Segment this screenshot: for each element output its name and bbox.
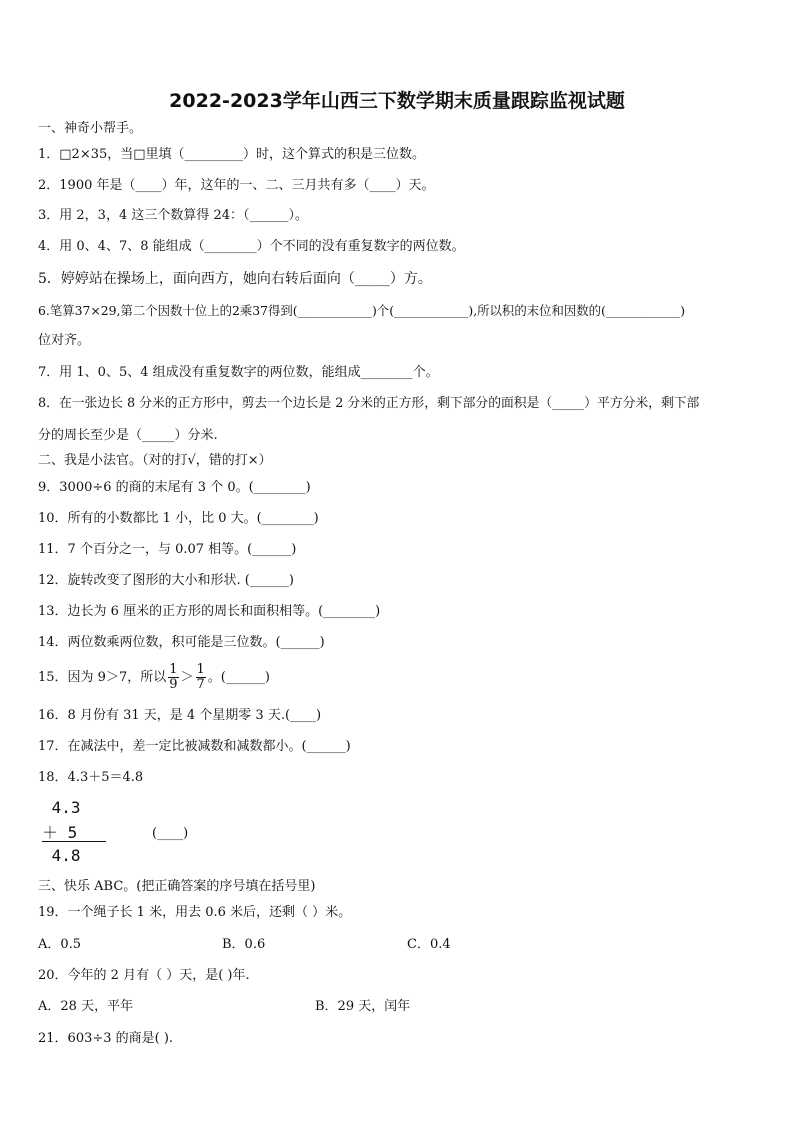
question-10: 10．所有的小数都比 1 小，比 0 大。(________) bbox=[38, 511, 319, 526]
question-5: 5．婷婷站在操场上，面向西方，她向右转后面向（_____）方。 bbox=[38, 271, 432, 287]
question-6-line-2: 位对齐。 bbox=[38, 333, 91, 348]
question-20-option-b: B．29 天，闰年 bbox=[315, 999, 411, 1014]
question-9: 9．3000÷6 的商的末尾有 3 个 0。(________) bbox=[38, 480, 311, 495]
page-title: 2022-2023学年山西三下数学期末质量跟踪监视试题 bbox=[169, 90, 625, 112]
section-heading-2: 二、我是小法官。（对的打√，错的打×） bbox=[38, 453, 272, 468]
vertical-row-3: 4.8 bbox=[42, 846, 81, 865]
question-3: 3．用 2，3，4 这三个数算得 24：（______）。 bbox=[38, 208, 309, 223]
question-2: 2．1900 年是（____）年，这年的一、二、三月共有多（____）天。 bbox=[38, 178, 435, 193]
question-19-option-a: A．0.5 bbox=[38, 937, 82, 952]
question-11: 11．7 个百分之一，与 0.07 相等。(______) bbox=[38, 542, 297, 557]
question-15-prefix: 15．因为 9＞7，所以 bbox=[38, 670, 167, 685]
question-19-option-b: B．0.6 bbox=[222, 937, 266, 952]
fraction-one-seventh: $\frac{1}{7}$ bbox=[196, 662, 205, 692]
question-12: 12．旋转改变了图形的大小和形状. (______) bbox=[38, 573, 294, 588]
vertical-underline bbox=[42, 841, 106, 842]
question-14: 14．两位数乘两位数，积可能是三位数。(______) bbox=[38, 635, 325, 650]
question-4: 4．用 0、4、7、8 能组成（________）个不同的没有重复数字的两位数。 bbox=[38, 239, 465, 254]
vertical-calculation bbox=[42, 798, 132, 868]
question-21: 21．603÷3 的商是( ). bbox=[38, 1031, 174, 1046]
question-20-option-a: A．28 天，平年 bbox=[38, 999, 134, 1014]
question-8-line-2: 分的周长至少是（_____）分米. bbox=[38, 428, 218, 443]
question-13: 13．边长为 6 厘米的正方形的周长和面积相等。(________) bbox=[38, 604, 381, 619]
vertical-row-1: 4.3 bbox=[42, 798, 81, 817]
question-15 bbox=[38, 660, 270, 696]
question-15-suffix: 。(______) bbox=[207, 670, 270, 685]
question-1: 1．□2×35，当□里填（_________）时，这个算式的积是三位数。 bbox=[38, 147, 426, 162]
question-16: 16．8 月份有 31 天，是 4 个星期零 3 天.(____) bbox=[38, 708, 322, 723]
section-heading-1: 一、神奇小帮手。 bbox=[38, 121, 143, 136]
question-20: 20．今年的 2 月有（ ）天，是( )年. bbox=[38, 968, 250, 983]
question-6-line-1: 6.笔算37×29,第二个因数十位上的2乘37得到(____________)个(____________),所以积的末位和因数的(____________) bbox=[38, 303, 686, 318]
question-19: 19．一个绳子长 1 米，用去 0.6 米后，还剩（ ）米。 bbox=[38, 905, 352, 920]
vertical-row-2: ＋ 5 bbox=[42, 823, 78, 842]
question-19-option-c: C．0.4 bbox=[407, 937, 451, 952]
question-8-line-1: 8．在一张边长 8 分米的正方形中，剪去一个边长是 2 分米的正方形，剩下部分的面积是（_____）平方分米，剩下部 bbox=[38, 396, 700, 411]
section-heading-3: 三、快乐 ABC。(把正确答案的序号填在括号里) bbox=[38, 879, 316, 894]
fraction-one-ninth: $\frac{1}{9}$ bbox=[169, 662, 178, 692]
question-18: 18．4.3＋5＝4.8 bbox=[38, 770, 144, 785]
question-7: 7．用 1、0、5、4 组成没有重复数字的两位数，能组成________个。 bbox=[38, 365, 439, 380]
question-17: 17．在减法中，差一定比被减数和减数都小。(______) bbox=[38, 739, 351, 754]
greater-than-sign: ＞ bbox=[180, 670, 194, 685]
question-18-answer-blank: (____) bbox=[152, 826, 189, 841]
